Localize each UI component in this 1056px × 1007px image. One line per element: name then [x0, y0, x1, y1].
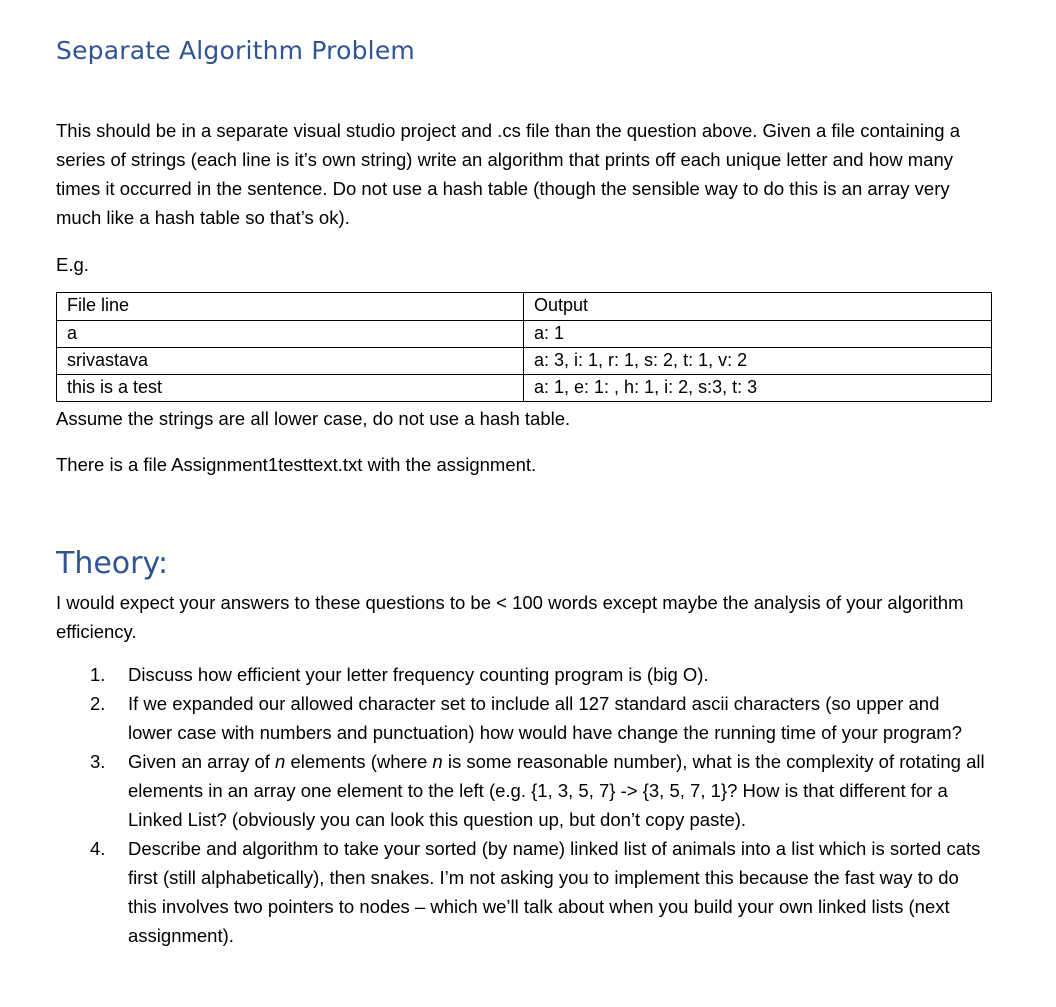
list-item-text: If we expanded our allowed character set to include all 127 standard ascii characters (so upper and lower case with numbers and punctuation) how would have change the running time of your program?	[128, 693, 963, 743]
list-item	[56, 834, 986, 950]
text-run: Given an array of	[128, 751, 276, 772]
table-cell: a: 1	[524, 321, 992, 348]
table-header-cell: File line	[57, 293, 524, 321]
file-note-paragraph: There is a file Assignment1testtext.txt with the assignment.	[56, 454, 537, 475]
section-heading: Separate Algorithm Problem	[56, 36, 415, 65]
list-item-text: Discuss how efficient your letter frequency counting program is (big O).	[128, 664, 709, 685]
theory-intro: I would expect your answers to these questions to be < 100 words except maybe the analysis of your algorithm efficiency.	[56, 592, 964, 642]
table-header-cell: Output	[524, 293, 992, 321]
table-row	[57, 321, 992, 348]
assume-paragraph: Assume the strings are all lower case, do not use a hash table.	[56, 408, 571, 429]
list-number: 4.	[90, 838, 106, 859]
text-run: is some reasonable number), what is the complexity of rotating all elements in an array one element to the left (e.g. {1, 3, 5, 7} -> {3, 5, 7, 1}? How is that different for a Linked List? (obviously you can look this question up, but don’t copy paste).	[128, 751, 985, 830]
list-item-text	[128, 751, 985, 830]
intro-paragraph: This should be in a separate visual studio project and .cs file than the question above. Given a file containing a series of strings (each line is it’s own string) write an algorithm that prints off each unique letter and how many times it occurred in the sentence. Do not use a hash table (though the sensible way to do this is an array very much like a hash table so that’s ok).	[56, 120, 960, 228]
table-row	[57, 375, 992, 402]
example-table	[56, 292, 992, 402]
question-list	[56, 660, 986, 950]
table-cell: a: 3, i: 1, r: 1, s: 2, t: 1, v: 2	[524, 348, 992, 375]
list-item	[56, 747, 986, 834]
example-label: E.g.	[56, 254, 89, 275]
list-item	[56, 689, 986, 747]
list-number: 2.	[90, 693, 106, 714]
list-item	[56, 660, 986, 689]
table-cell: a: 1, e: 1: , h: 1, i: 2, s:3, t: 3	[524, 375, 992, 402]
theory-heading: Theory:	[56, 546, 169, 581]
table-cell: this is a test	[57, 375, 524, 402]
italic-variable: n	[275, 751, 286, 772]
table-header-row	[57, 293, 992, 321]
list-number: 1.	[90, 664, 106, 685]
table-cell: a	[57, 321, 524, 348]
list-item-text: Describe and algorithm to take your sorted (by name) linked list of animals into a list which is sorted cats first (still alphabetically), then snakes. I’m not asking you to implement this because the fast way to do this involves two pointers to nodes – which we’ll talk about when you build your own linked lists (next assignment).	[128, 838, 981, 946]
text-run: elements (where	[285, 751, 433, 772]
list-number: 3.	[90, 751, 106, 772]
table-row	[57, 348, 992, 375]
italic-variable: n	[432, 751, 443, 772]
table-cell: srivastava	[57, 348, 524, 375]
